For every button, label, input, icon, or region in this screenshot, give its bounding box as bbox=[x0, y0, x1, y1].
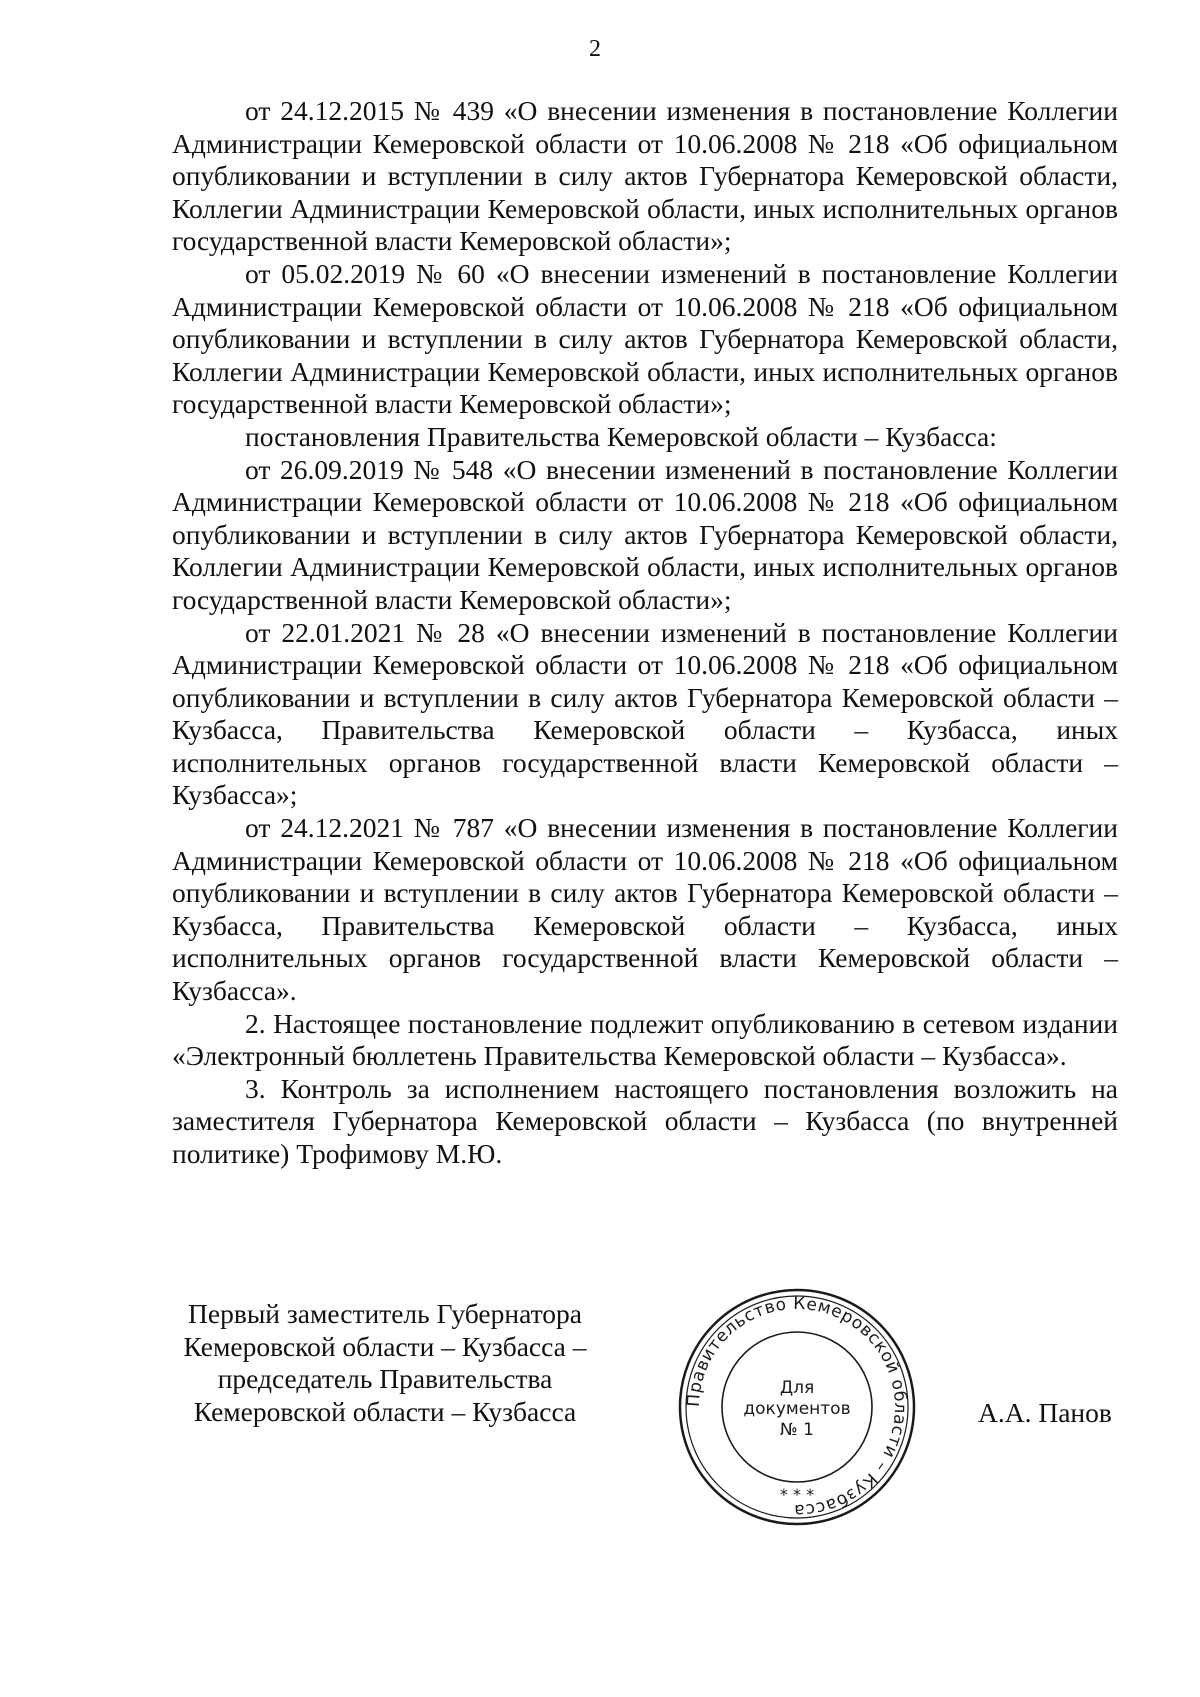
seal-stars: * * * bbox=[779, 1485, 815, 1504]
seal-ring-text: Правительство Кемеровской области – Кузбасса bbox=[683, 1293, 911, 1521]
signatory-name: А.А. Панов bbox=[978, 1397, 1112, 1428]
paragraph-amendment-2019-02: от 05.02.2019 № 60 «О внесении изменений в постановление Коллегии Администрации Кемеровской области от 10.06.2008 № 218 «Об официальном опубликовании и вступлении в силу актов Губернатора Кемеровской области, Коллегии Администрации Кемеровской области, иных исполнительных органов государственной власти Кемеровской области»; bbox=[172, 257, 1118, 420]
paragraph-government-resolutions-heading: постановления Правительства Кемеровской области – Кузбасса: bbox=[245, 420, 997, 452]
paragraph-publication-clause: 2. Настоящее постановление подлежит опубликованию в сетевом издании «Электронный бюллетень Правительства Кемеровской области – Кузбасса». bbox=[172, 1007, 1118, 1072]
official-seal-stamp bbox=[676, 1286, 918, 1528]
paragraph-amendment-2019-09: от 26.09.2019 № 548 «О внесении изменений в постановление Коллегии Администрации Кемеровской области от 10.06.2008 № 218 «Об официальном опубликовании и вступлении в силу актов Губернатора Кемеровской области, Коллегии Администрации Кемеровской области, иных исполнительных органов государственной власти Кемеровской области»; bbox=[172, 453, 1118, 615]
paragraph-amendment-2021-01: от 22.01.2021 № 28 «О внесении изменений в постановление Коллегии Администрации Кемеровской области от 10.06.2008 № 218 «Об официальном опубликовании и вступлении в силу актов Губернатора Кемеровской области – Кузбасса, Правительства Кемеровской области – Кузбасса, иных исполнительных органов государственной власти Кемеровской области – Кузбасса»; bbox=[172, 616, 1118, 811]
seal-center-line: № 1 bbox=[780, 1420, 814, 1440]
signatory-position-line: Кемеровской области – Кузбасса bbox=[193, 1395, 577, 1427]
paragraph-control-clause: 3. Контроль за исполнением настоящего постановления возложить на заместителя Губернатора Кемеровской области – Кузбасса (по внутренней политике) Трофимову М.Ю. bbox=[172, 1072, 1118, 1169]
signatory-position bbox=[140, 1298, 630, 1428]
seal-graphic bbox=[676, 1286, 918, 1528]
document-body bbox=[172, 95, 1118, 1171]
signatory-position-line: Первый заместитель Губернатора bbox=[188, 1298, 582, 1329]
seal-center-line: документов bbox=[743, 1399, 851, 1419]
paragraph-amendment-2015: от 24.12.2015 № 439 «О внесении изменения в постановление Коллегии Администрации Кемеровской области от 10.06.2008 № 218 «Об официальном опубликовании и вступлении в силу актов Губернатора Кемеровской области, Коллегии Администрации Кемеровской области, иных исполнительных органов государственной власти Кемеровской области»; bbox=[172, 95, 1118, 257]
page-number: 2 bbox=[589, 36, 601, 62]
signatory-position-line: председатель Правительства bbox=[217, 1363, 553, 1395]
paragraph-amendment-2021-12: от 24.12.2021 № 787 «О внесении изменения в постановление Коллегии Администрации Кемеровской области от 10.06.2008 № 218 «Об официальном опубликовании и вступлении в силу актов Губернатора Кемеровской области – Кузбасса, Правительства Кемеровской области – Кузбасса, иных исполнительных органов государственной власти Кемеровской области – Кузбасса». bbox=[172, 812, 1118, 1007]
seal-center-line: Для bbox=[779, 1378, 815, 1398]
signatory-position-line: Кемеровской области – Кузбасса – bbox=[183, 1330, 587, 1362]
